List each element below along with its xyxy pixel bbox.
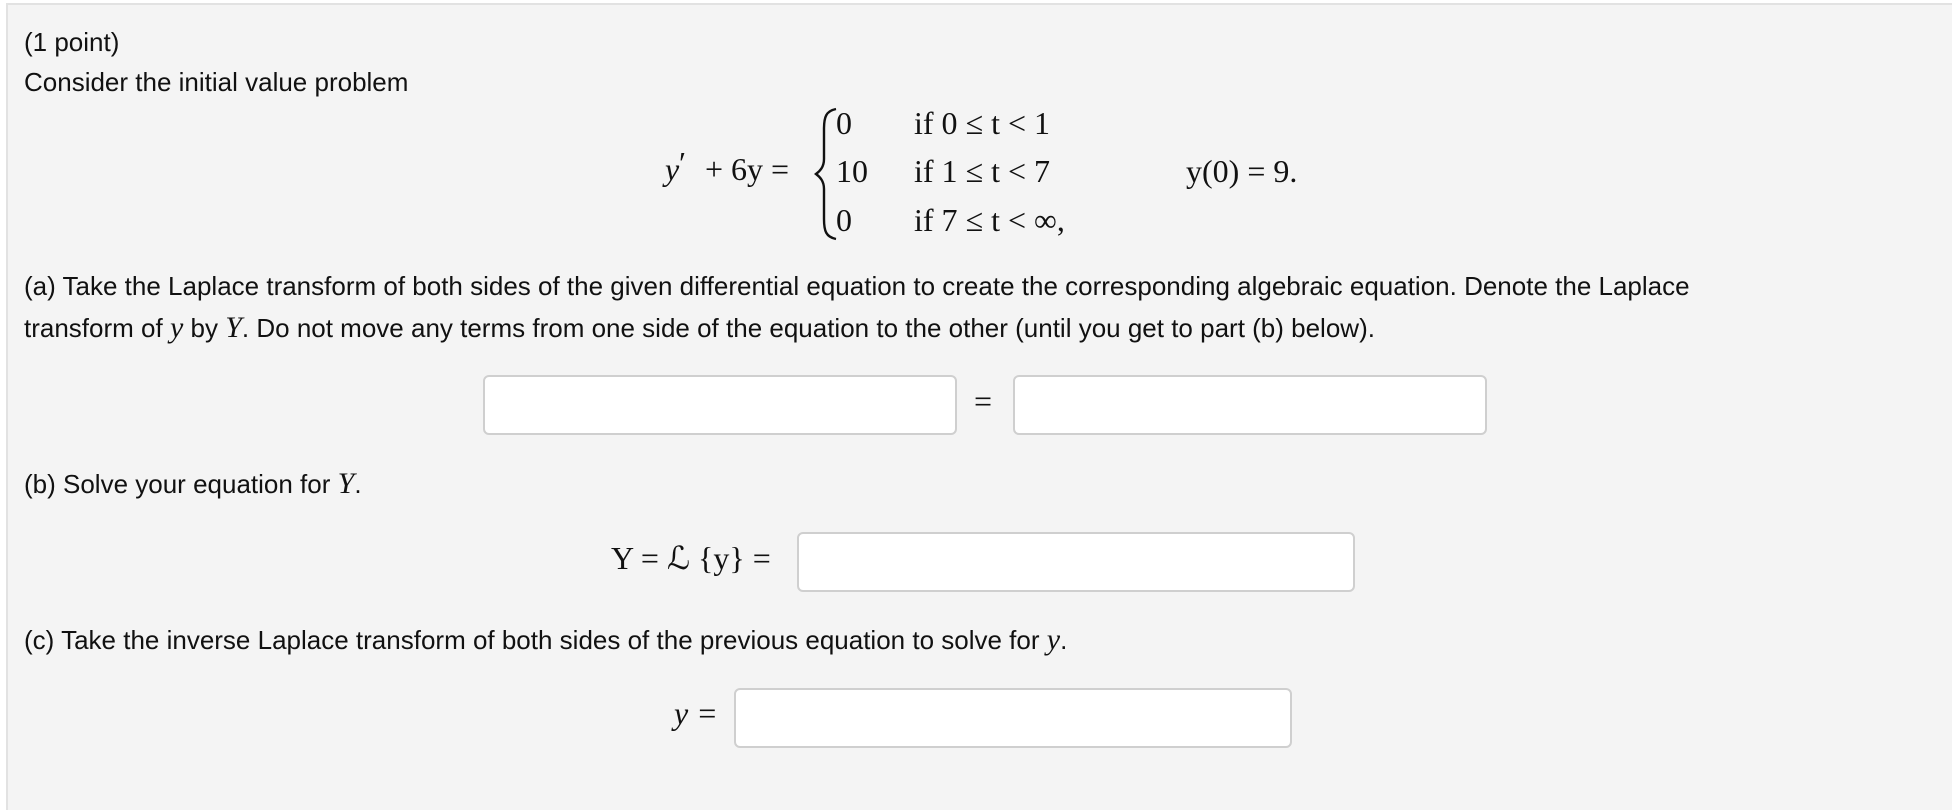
part-c-var-y: y — [1046, 623, 1061, 656]
part-b-text-post: . — [354, 469, 362, 499]
problem-panel — [6, 3, 1952, 810]
part-b-text — [24, 467, 362, 501]
case-3-value: 0 — [836, 202, 852, 238]
part-a-left-input[interactable] — [483, 375, 957, 435]
lhs-rest: + 6y = — [705, 151, 790, 187]
lhs-y: y — [665, 151, 680, 187]
part-a-var-Y: Y — [225, 311, 242, 344]
intro-text: Consider the initial value problem — [24, 67, 409, 97]
part-b-text-pre: (b) Solve your equation for — [24, 469, 331, 499]
part-a-text-pre: transform of — [24, 313, 163, 343]
part-a-equals: = — [974, 383, 993, 419]
part-a-text-line1: (a) Take the Laplace transform of both sides of the given differential equation to create the corresponding algebraic equation. Denote the Laplace — [24, 271, 1690, 301]
case-3-condition: if 7 ≤ t < ∞, — [914, 202, 1065, 238]
case-2-value: 10 — [836, 153, 868, 189]
part-a-text-mid: by — [190, 313, 218, 343]
case-1-value: 0 — [836, 105, 852, 141]
part-c-text-post: . — [1060, 625, 1068, 655]
part-b-label: Y = ℒ {y} = — [611, 540, 771, 576]
part-a-text-line2 — [24, 311, 1375, 345]
initial-condition: y(0) = 9. — [1186, 153, 1298, 189]
lhs-prime-mark: ′ — [679, 145, 686, 181]
part-b-input[interactable] — [797, 532, 1355, 592]
part-a-right-input[interactable] — [1013, 375, 1487, 435]
case-1-condition: if 0 ≤ t < 1 — [914, 105, 1051, 141]
part-a-text-post: . Do not move any terms from one side of the equation to the other (until you get to part (b) below). — [241, 313, 1375, 343]
case-2-condition: if 1 ≤ t < 7 — [914, 153, 1051, 189]
points-label: (1 point) — [24, 27, 120, 57]
part-c-text-pre: (c) Take the inverse Laplace transform of both sides of the previous equation to solve for — [24, 625, 1040, 655]
part-c-text — [24, 623, 1067, 657]
part-b-var-Y: Y — [337, 467, 355, 500]
part-c-label: y = — [674, 695, 718, 731]
part-a-var-y: y — [169, 311, 184, 344]
part-c-input[interactable] — [734, 688, 1292, 748]
